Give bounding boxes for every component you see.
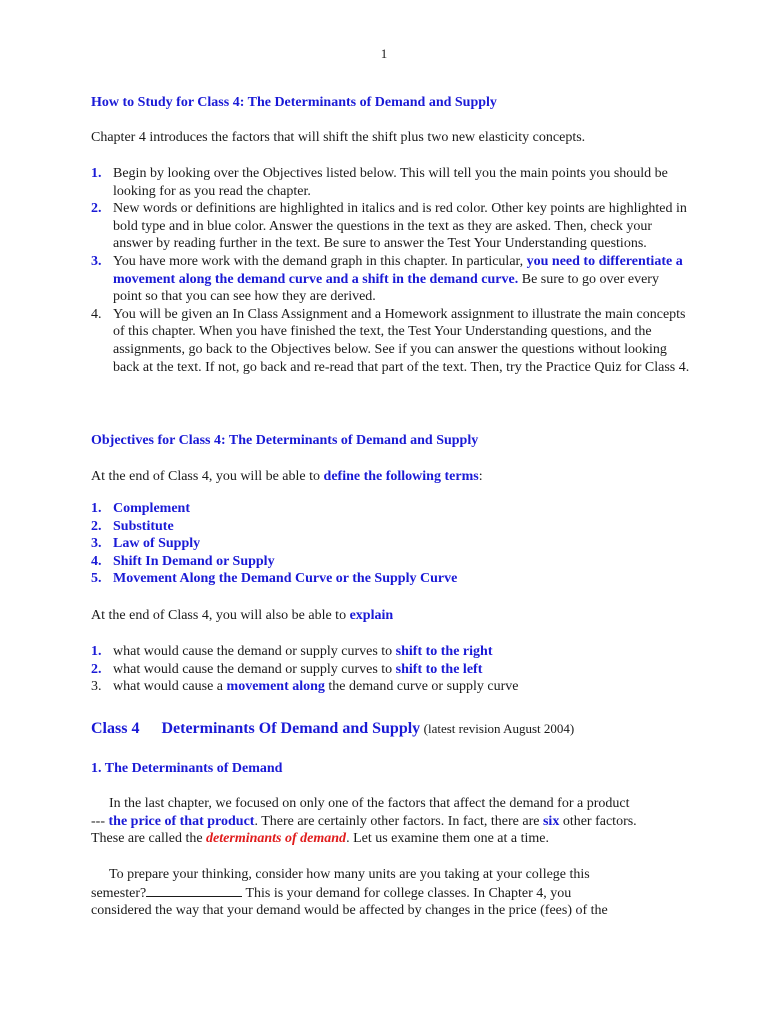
explain-item-2: 2. what would cause the demand or supply curves to shift to the left bbox=[91, 661, 483, 677]
term-item: 5. Movement Along the Demand Curve or the Supply Curve bbox=[91, 571, 458, 587]
term-item: 1. Complement bbox=[91, 501, 190, 516]
page-number: 1 bbox=[380, 46, 388, 61]
defined-term: determinants of demand bbox=[206, 831, 347, 847]
define-intro: At the end of Class 4, you will be able to define the following terms: bbox=[91, 469, 483, 484]
explain-intro: At the end of Class 4, you will also be able to explain bbox=[91, 608, 394, 623]
explain-list bbox=[91, 643, 691, 696]
term-item: 4. Shift In Demand or Supply bbox=[91, 553, 275, 569]
answer-blank bbox=[146, 884, 242, 897]
study-item-2: 2. New words or definitions are highlighted in italics and is red color. Other key points are highlighted in bold type and in blue color. Answer the questions in the text as they are asked. Then, check your answer by reading further in the text. Be sure to answer the Test Your Understanding questions. bbox=[91, 201, 687, 252]
explain-item-3: 3. what would cause a movement along the demand curve or supply curve bbox=[91, 679, 519, 695]
study-intro: Chapter 4 introduces the factors that will shift the shift plus two new elasticity concepts. bbox=[91, 130, 586, 145]
study-item-4: 4. You will be given an In Class Assignment and a Homework assignment to illustrate the main concepts of this chapter. When you have finished the text, the Test Your Understanding questions, and the assignments, go back to the Objectives below. See if you can answer the questions without looking back at the text. If not, go back and re-read that part of the text. Then, try the Practice Quiz for Class 4. bbox=[91, 306, 690, 375]
term-item: 2. Substitute bbox=[91, 518, 174, 534]
class-title: Class 4 Determinants Of Demand and Supply (latest revision August 2004) bbox=[91, 720, 575, 737]
term-item: 3. Law of Supply bbox=[91, 536, 201, 552]
objectives-heading: Objectives for Class 4: The Determinants of Demand and Supply bbox=[91, 433, 479, 448]
study-heading: How to Study for Class 4: The Determinants of Demand and Supply bbox=[91, 95, 497, 110]
paragraph-2: To prepare your thinking, consider how many units are you taking at your college this semester? This is your demand for college classes. In Chapter 4, you considered the way that your demand would be affected by changes in the price (fees) of the bbox=[91, 867, 608, 919]
study-list bbox=[91, 165, 691, 376]
explain-item-1: 1. what would cause the demand or supply curves to shift to the right bbox=[91, 644, 493, 659]
section-heading: 1. The Determinants of Demand bbox=[91, 761, 283, 776]
terms-list bbox=[91, 500, 691, 588]
emphasis-text: you need to differentiate a movement along the demand curve and a shift in the demand curve. bbox=[113, 253, 683, 287]
study-item-1: 1. Begin by looking over the Objectives listed below. This will tell you the main points you should be looking for as you read the chapter. bbox=[91, 166, 668, 199]
study-item-3: 3. You have more work with the demand graph in this chapter. In particular, you need to differentiate a movement along the demand curve and a shift in the demand curve. Be sure to go over every point so that you can see how they are derived. bbox=[91, 253, 683, 305]
paragraph-1: In the last chapter, we focused on only one of the factors that affect the demand for a product --- the price of that product. There are certainly other factors. In fact, there are six other factors. These are called the determinants of demand. Let us examine them one at a time. bbox=[91, 796, 637, 847]
